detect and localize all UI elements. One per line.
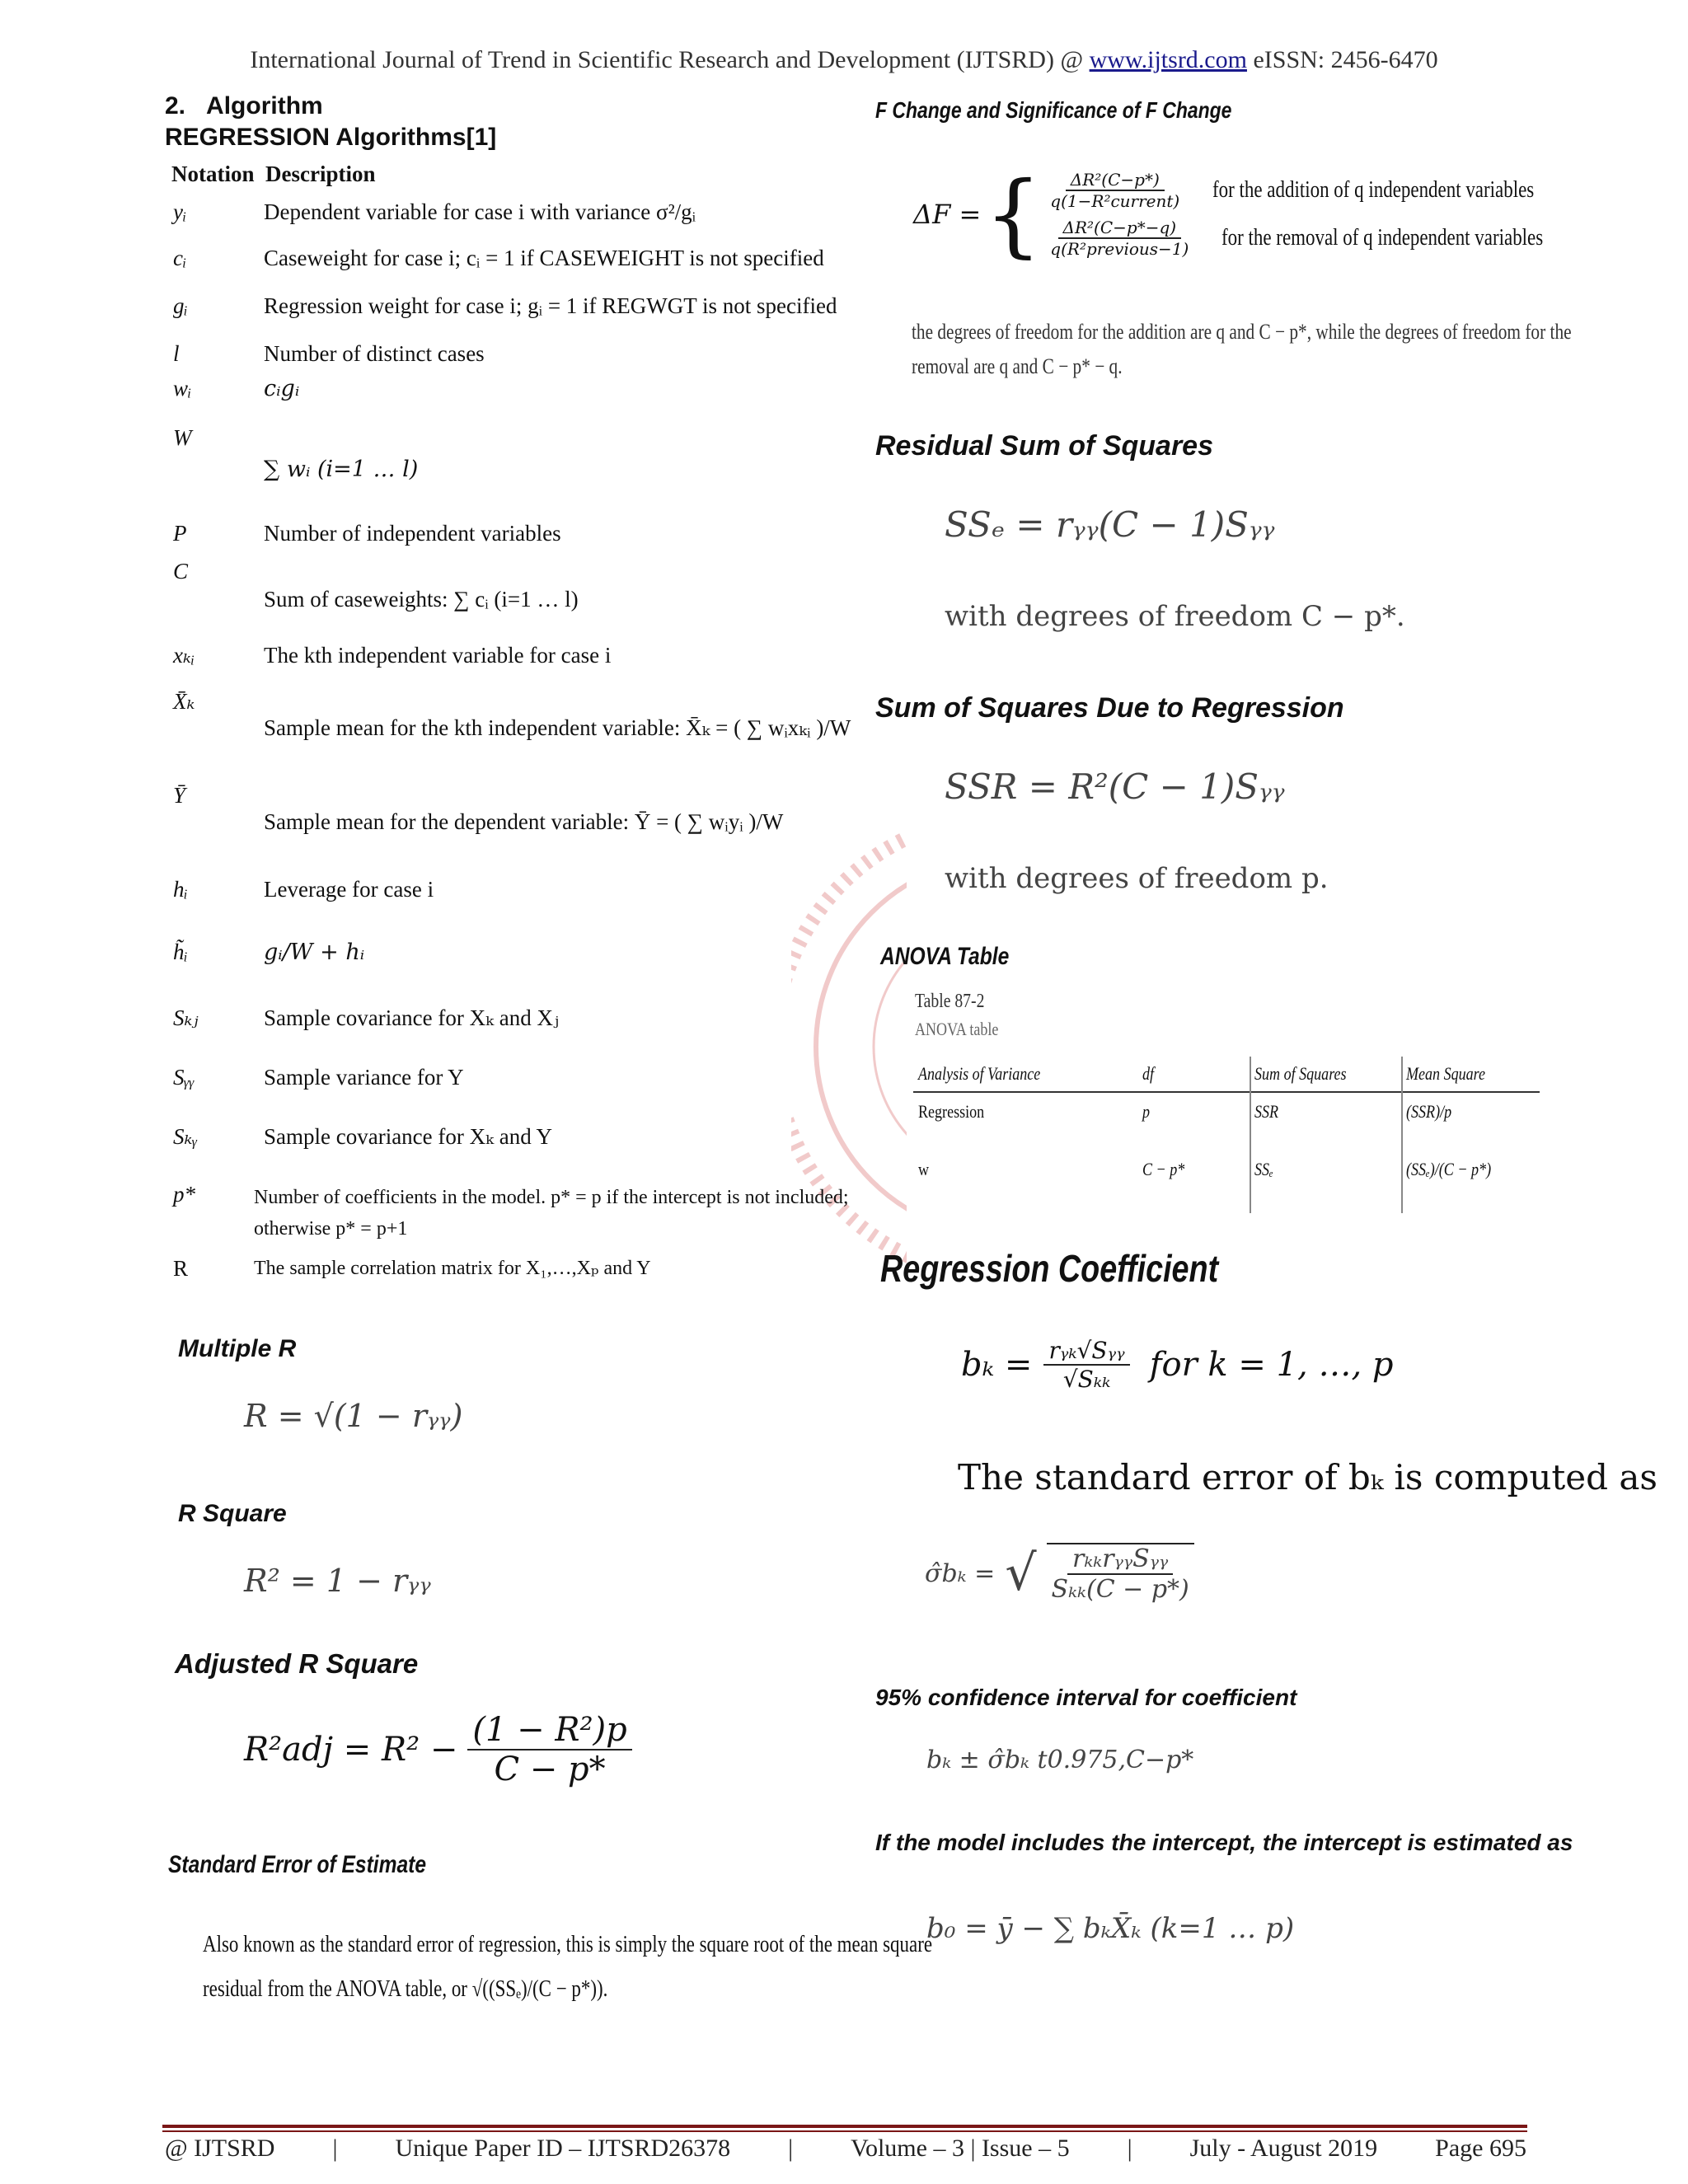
f-change-case2-numerator: ΔR²(C−p*−q) (1058, 218, 1182, 239)
notation-description: Regression weight for case i; gᵢ = 1 if REGWGT is not specified (264, 293, 837, 318)
notation-symbol: xₖᵢ (173, 643, 195, 668)
sqrt-icon: √ (1005, 1544, 1037, 1602)
notation-description: Number of distinct cases (264, 341, 485, 366)
std-error-text-line2: residual from the ANOVA table, or √((SSₑ)/(C − p*)). (203, 1976, 608, 2002)
f-change-note-line2: removal are q and C − p* − q. (912, 354, 1123, 378)
anova-heading: ANOVA Table (880, 943, 1010, 970)
footer-separator: | (788, 2135, 794, 2162)
r-square-formula: R² = 1 − rᵧᵧ (244, 1563, 431, 1599)
section-title: Algorithm (206, 92, 323, 120)
standard-error-numerator: rₖₖrᵧᵧSᵧᵧ (1067, 1544, 1173, 1575)
anova-cell: C − p* (1142, 1159, 1185, 1179)
notation-symbol: Sₖᵧ (173, 1124, 198, 1149)
notation-symbol: cᵢ (173, 246, 187, 270)
intercept-formula: b₀ = ȳ − ∑ bₖX̄ₖ (k=1 … p) (926, 1912, 1295, 1945)
section-heading (165, 92, 323, 120)
footer-rule-thin (162, 2130, 1527, 2132)
anova-header-ss: Sum of Squares (1254, 1063, 1347, 1084)
footer-journal: @ IJTSRD (165, 2135, 275, 2162)
regression-ss-heading: Sum of Squares Due to Regression (875, 692, 1344, 724)
notation-description: The sample correlation matrix for X₁,…,Xₚ and Y (254, 1258, 651, 1279)
notation-description: Leverage for case i (264, 877, 434, 902)
notation-symbol: wᵢ (173, 376, 192, 401)
f-change-case1-denominator: q(1−R²current) (1050, 191, 1180, 211)
journal-issn: eISSN: 2456-6470 (1246, 46, 1438, 73)
anova-caption-2: ANOVA table (915, 1019, 999, 1039)
regression-ss-df: with degrees of freedom p. (945, 862, 1329, 895)
notation-description: Sample mean for the kth independent variable: X̄ₖ = ( ∑ wᵢxₖᵢ )/W (264, 715, 851, 740)
section-number: 2. (165, 92, 186, 120)
f-change-lhs: ΔF = (913, 199, 982, 230)
standard-error-formula (925, 1543, 1194, 1604)
anova-cell: w (918, 1159, 930, 1179)
footer-page: Page 695 (1435, 2135, 1526, 2162)
f-change-heading: F Change and Significance of F Change (875, 97, 1232, 123)
notation-symbol: C (173, 559, 189, 583)
notation-symbol: Ȳ (173, 783, 186, 808)
std-error-text-line1: Also known as the standard error of regression, this is simply the square root of the mean square (203, 1932, 933, 1957)
notation-symbol: l (173, 341, 180, 366)
standard-error-lhs: σ̂bₖ = (925, 1558, 996, 1588)
footer-paper-id: Unique Paper ID – IJTSRD26378 (395, 2135, 731, 2162)
regression-coefficient-numerator: rᵧₖ√Sᵧᵧ (1043, 1337, 1129, 1366)
confidence-interval-formula: bₖ ± σ̂bₖ t0.975,C−p* (926, 1746, 1194, 1774)
notation-symbol: R (173, 1256, 189, 1281)
anova-header-df: df (1142, 1063, 1155, 1084)
intercept-heading: If the model includes the intercept, the intercept is estimated as (875, 1830, 1573, 1855)
footer-volume: Volume – 3 | Issue – 5 (851, 2135, 1070, 2162)
regression-coefficient-heading: Regression Coefficient (880, 1247, 1219, 1290)
anova-cell: Regression (918, 1101, 985, 1122)
brace-icon: { (984, 162, 1043, 267)
notation-description: Sample covariance for Xₖ and Y (264, 1124, 552, 1149)
r-square-heading: R Square (178, 1500, 287, 1527)
notation-symbol: Sᵧᵧ (173, 1065, 195, 1090)
multiple-r-heading: Multiple R (178, 1335, 297, 1362)
adjusted-r-square-numerator: (1 − R²)p (467, 1711, 631, 1750)
notation-description: Sum of caseweights: ∑ cᵢ (i=1 … l) (264, 587, 579, 612)
f-change-case1-text: for the addition of q independent variables (1212, 177, 1535, 203)
anova-cell: SSR (1254, 1101, 1279, 1122)
notation-description: Dependent variable for case i with variance σ²/gᵢ (264, 199, 696, 224)
residual-ss-df: with degrees of freedom C − p*. (945, 600, 1405, 633)
footer-separator: | (1127, 2135, 1132, 2162)
notation-symbol: P (173, 521, 187, 546)
residual-ss-heading: Residual Sum of Squares (875, 430, 1213, 462)
regression-coefficient-range: for k = 1, …, p (1149, 1346, 1394, 1384)
journal-name: International Journal of Trend in Scientific Research and Development (IJTSRD) @ (250, 46, 1090, 73)
confidence-interval-heading: 95% confidence interval for coefficient (875, 1685, 1297, 1710)
adjusted-r-square-denominator: C − p* (494, 1750, 606, 1788)
section-subtitle: REGRESSION Algorithms[1] (165, 124, 497, 151)
notation-description: The kth independent variable for case i (264, 643, 612, 668)
f-change-case2-text: for the removal of q independent variables (1221, 225, 1544, 251)
f-change-formula (913, 162, 1614, 267)
notation-symbol: h̃ᵢ (173, 940, 188, 964)
f-change-case1-numerator: ΔR²(C−p*) (1066, 170, 1165, 191)
notation-description: Caseweight for case i; cᵢ = 1 if CASEWEIGHT is not specified (264, 246, 824, 270)
f-change-note-line1: the degrees of freedom for the addition are q and C − p*, while the degrees of freedom for the (912, 320, 1572, 344)
regression-coefficient-denominator: √Sₖₖ (1062, 1366, 1111, 1393)
anova-cell: p (1142, 1101, 1151, 1122)
anova-caption-1: Table 87-2 (915, 991, 985, 1012)
residual-ss-formula: SSₑ = rᵧᵧ(C − 1)Sᵧᵧ (945, 504, 1275, 545)
anova-cell: (SSR)/p (1406, 1101, 1452, 1122)
anova-cell: SSₑ (1254, 1159, 1273, 1179)
regression-ss-formula: SSR = R²(C − 1)Sᵧᵧ (945, 766, 1285, 807)
notation-symbol: gᵢ (173, 293, 188, 318)
notation-description: cᵢgᵢ (264, 376, 300, 401)
f-change-case2-denominator: q(R²previous−1) (1050, 239, 1189, 259)
notation-symbol: W (173, 425, 192, 450)
std-error-heading: Standard Error of Estimate (168, 1851, 427, 1878)
notation-description: Sample covariance for Xₖ and Xⱼ (264, 1005, 560, 1030)
notation-symbol: p* (173, 1182, 195, 1207)
anova-header-ms: Mean Square (1406, 1063, 1486, 1084)
anova-cell: (SSₑ)/(C − p*) (1406, 1159, 1492, 1179)
notation-symbol: yᵢ (173, 199, 187, 224)
adjusted-r-square-formula (244, 1711, 632, 1788)
standard-error-denominator: Sₖₖ(C − p*) (1051, 1575, 1189, 1604)
anova-header-analysis: Analysis of Variance (918, 1063, 1041, 1084)
multiple-r-formula: R = √(1 − rᵧᵧ) (244, 1398, 463, 1434)
notation-symbol: hᵢ (173, 877, 188, 902)
adjusted-r-square-lhs: R²adj = R² − (244, 1731, 458, 1769)
notation-symbol: X̄ₖ (173, 689, 195, 714)
footer-date: July - August 2019 (1189, 2135, 1378, 2162)
notation-symbol: Sₖⱼ (173, 1005, 199, 1030)
notation-description: Sample variance for Y (264, 1065, 464, 1090)
adjusted-r-square-heading: Adjusted R Square (175, 1648, 419, 1679)
footer-separator: | (332, 2135, 338, 2162)
col-notation: Notation (171, 162, 255, 186)
regression-coefficient-lhs: bₖ = (961, 1346, 1033, 1384)
page-footer (165, 2135, 1526, 2163)
anova-table (913, 1057, 1540, 1213)
notation-description: Sample mean for the dependent variable: Ȳ = ( ∑ wᵢyᵢ )/W (264, 809, 784, 834)
footer-rule (162, 2125, 1527, 2128)
standard-error-text: The standard error of bₖ is computed as (958, 1457, 1658, 1497)
notation-description: gᵢ/W + hᵢ (264, 940, 365, 965)
journal-site-link[interactable]: www.ijtsrd.com (1089, 46, 1247, 73)
notation-description: ∑ wᵢ (i=1 … l) (264, 457, 419, 482)
notation-description: Number of independent variables (264, 521, 561, 546)
notation-description: Number of coefficients in the model. p* = p if the intercept is not included; otherwise p* = p+1 (254, 1187, 849, 1240)
col-description: Description (265, 162, 376, 186)
journal-header (0, 46, 1688, 74)
regression-coefficient-formula (961, 1337, 1394, 1393)
